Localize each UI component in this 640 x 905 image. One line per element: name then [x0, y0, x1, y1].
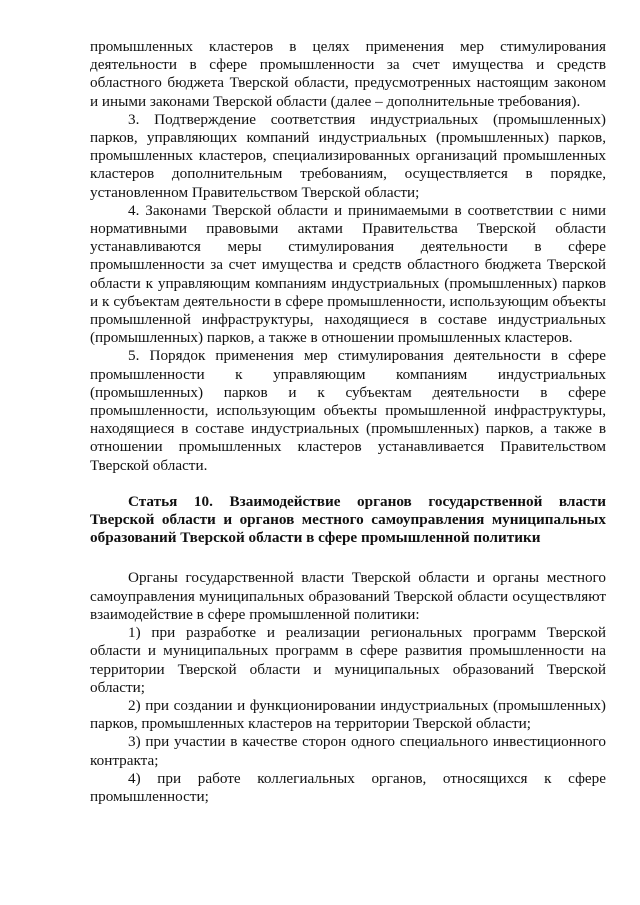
clause-4-paragraph: 4. Законами Тверской области и принимаемыми в соответствии с ними нормативными правовыми актами Правительства Тверской области устанавливаются меры стимулирования деятельности в сфере промышленности за счет имущества и средств областного бюджета Тверской области к управляющим компаниям индустриальных (промышленных) парков и к субъектам деятельности в сфере промышленности, использующим объекты промышленной инфраструктуры, находящиеся в составе индустриальных (промышленных) парков, а также в отношении промышленных кластеров.	[90, 201, 606, 347]
list-item-1: 1) при разработке и реализации региональных программ Тверской области и муниципальных программ в сфере развития промышленности на территории Тверской области и муниципальных образований Тверской области;	[90, 624, 606, 696]
article-10-heading: Статья 10. Взаимодействие органов государственной власти Тверской области и органов местного самоуправления муниципальных образований Тверской области в сфере промышленной политики	[90, 492, 606, 547]
list-item-3: 3) при участии в качестве сторон одного специального инвестиционного контракта;	[90, 733, 606, 769]
article-10-intro: Органы государственной власти Тверской области и органы местного самоуправления муниципальных образований Тверской области осуществляют взаимодействие в сфере промышленной политики:	[90, 569, 606, 623]
list-item-2: 2) при создании и функционировании индустриальных (промышленных) парков, промышленных кластеров на территории Тверской области;	[90, 696, 606, 733]
clause-3-paragraph: 3. Подтверждение соответствия индустриальных (промышленных) парков, управляющих компаний индустриальных (промышленных) парков, промышленных кластеров, специализированных организаций промышленных кластеров дополнительным требованиям, осуществляется в порядке, установленном Правительством Тверской области;	[90, 110, 606, 201]
document-body	[90, 38, 606, 806]
list-item-4: 4) при работе коллегиальных органов, относящихся к сфере промышленности;	[90, 769, 606, 805]
continuation-paragraph: промышленных кластеров в целях применения мер стимулирования деятельности в сфере промышленности за счет имущества и средств областного бюджета Тверской области, предусмотренных настоящим законом и иными законами Тверской области (далее – дополнительные требования).	[90, 38, 606, 110]
clause-5-paragraph: 5. Порядок применения мер стимулирования деятельности в сфере промышленности к управляющим компаниям индустриальных (промышленных) парков и к субъектам деятельности в сфере промышленности, использующим объекты промышленной инфраструктуры, находящиеся в составе индустриальных (промышленных) парков, а также в отношении промышленных кластеров устанавливается Правительством Тверской области.	[90, 347, 606, 474]
